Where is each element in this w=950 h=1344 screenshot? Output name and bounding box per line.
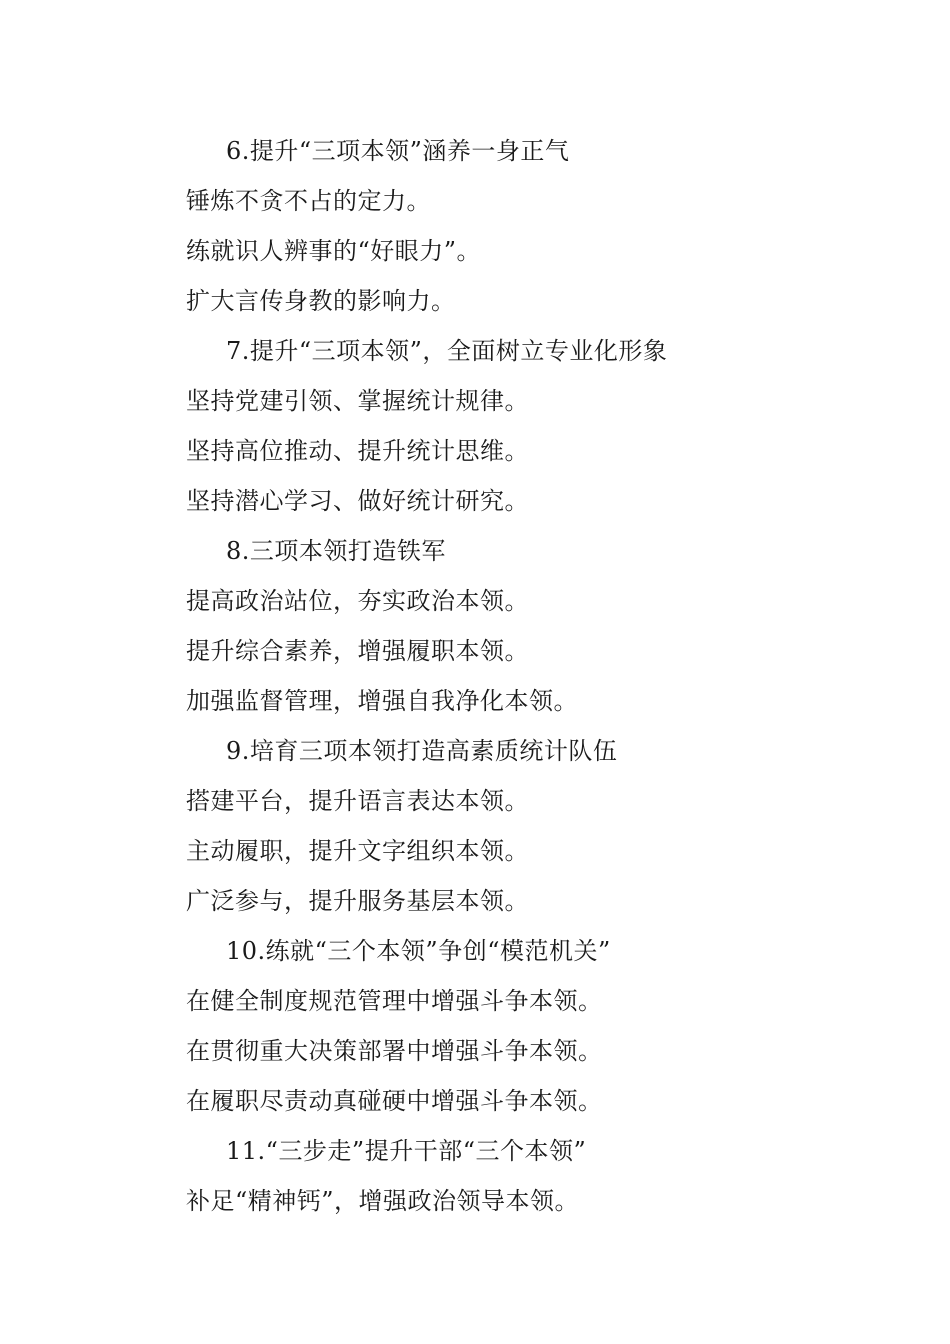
section-heading: 8.三项本领打造铁军 [226,537,446,565]
section-heading: 9.培育三项本领打造高素质统计队伍 [226,737,618,765]
paragraph-line: 提升综合素养，增强履职本领。 [186,637,529,665]
paragraph-line: 提高政治站位，夯实政治本领。 [186,587,529,615]
paragraph-line: 主动履职，提升文字组织本领。 [186,837,529,865]
paragraph-line: 在健全制度规范管理中增强斗争本领。 [186,987,603,1015]
section-heading: 10.练就“三个本领”争创“模范机关” [226,937,611,965]
section-heading: 7.提升“三项本领”，全面树立专业化形象 [226,337,668,365]
section-heading: 6.提升“三项本领”涵养一身正气 [226,137,570,165]
paragraph-line: 坚持潜心学习、做好统计研究。 [186,487,529,515]
paragraph-line: 广泛参与，提升服务基层本领。 [186,887,529,915]
paragraph-line: 扩大言传身教的影响力。 [186,287,456,315]
paragraph-line: 加强监督管理，增强自我净化本领。 [186,687,578,715]
section-heading: 11.“三步走”提升干部“三个本领” [226,1137,587,1165]
paragraph-line: 搭建平台，提升语言表达本领。 [186,787,529,815]
document-body [186,126,826,1226]
paragraph-line: 坚持高位推动、提升统计思维。 [186,437,529,465]
paragraph-line: 坚持党建引领、掌握统计规律。 [186,387,529,415]
paragraph-line: 锤炼不贪不占的定力。 [186,187,431,215]
paragraph-line: 补足“精神钙”，增强政治领导本领。 [186,1187,580,1215]
paragraph-line: 练就识人辨事的“好眼力”。 [186,237,482,265]
paragraph-line: 在履职尽责动真碰硬中增强斗争本领。 [186,1087,603,1115]
paragraph-line: 在贯彻重大决策部署中增强斗争本领。 [186,1037,603,1065]
